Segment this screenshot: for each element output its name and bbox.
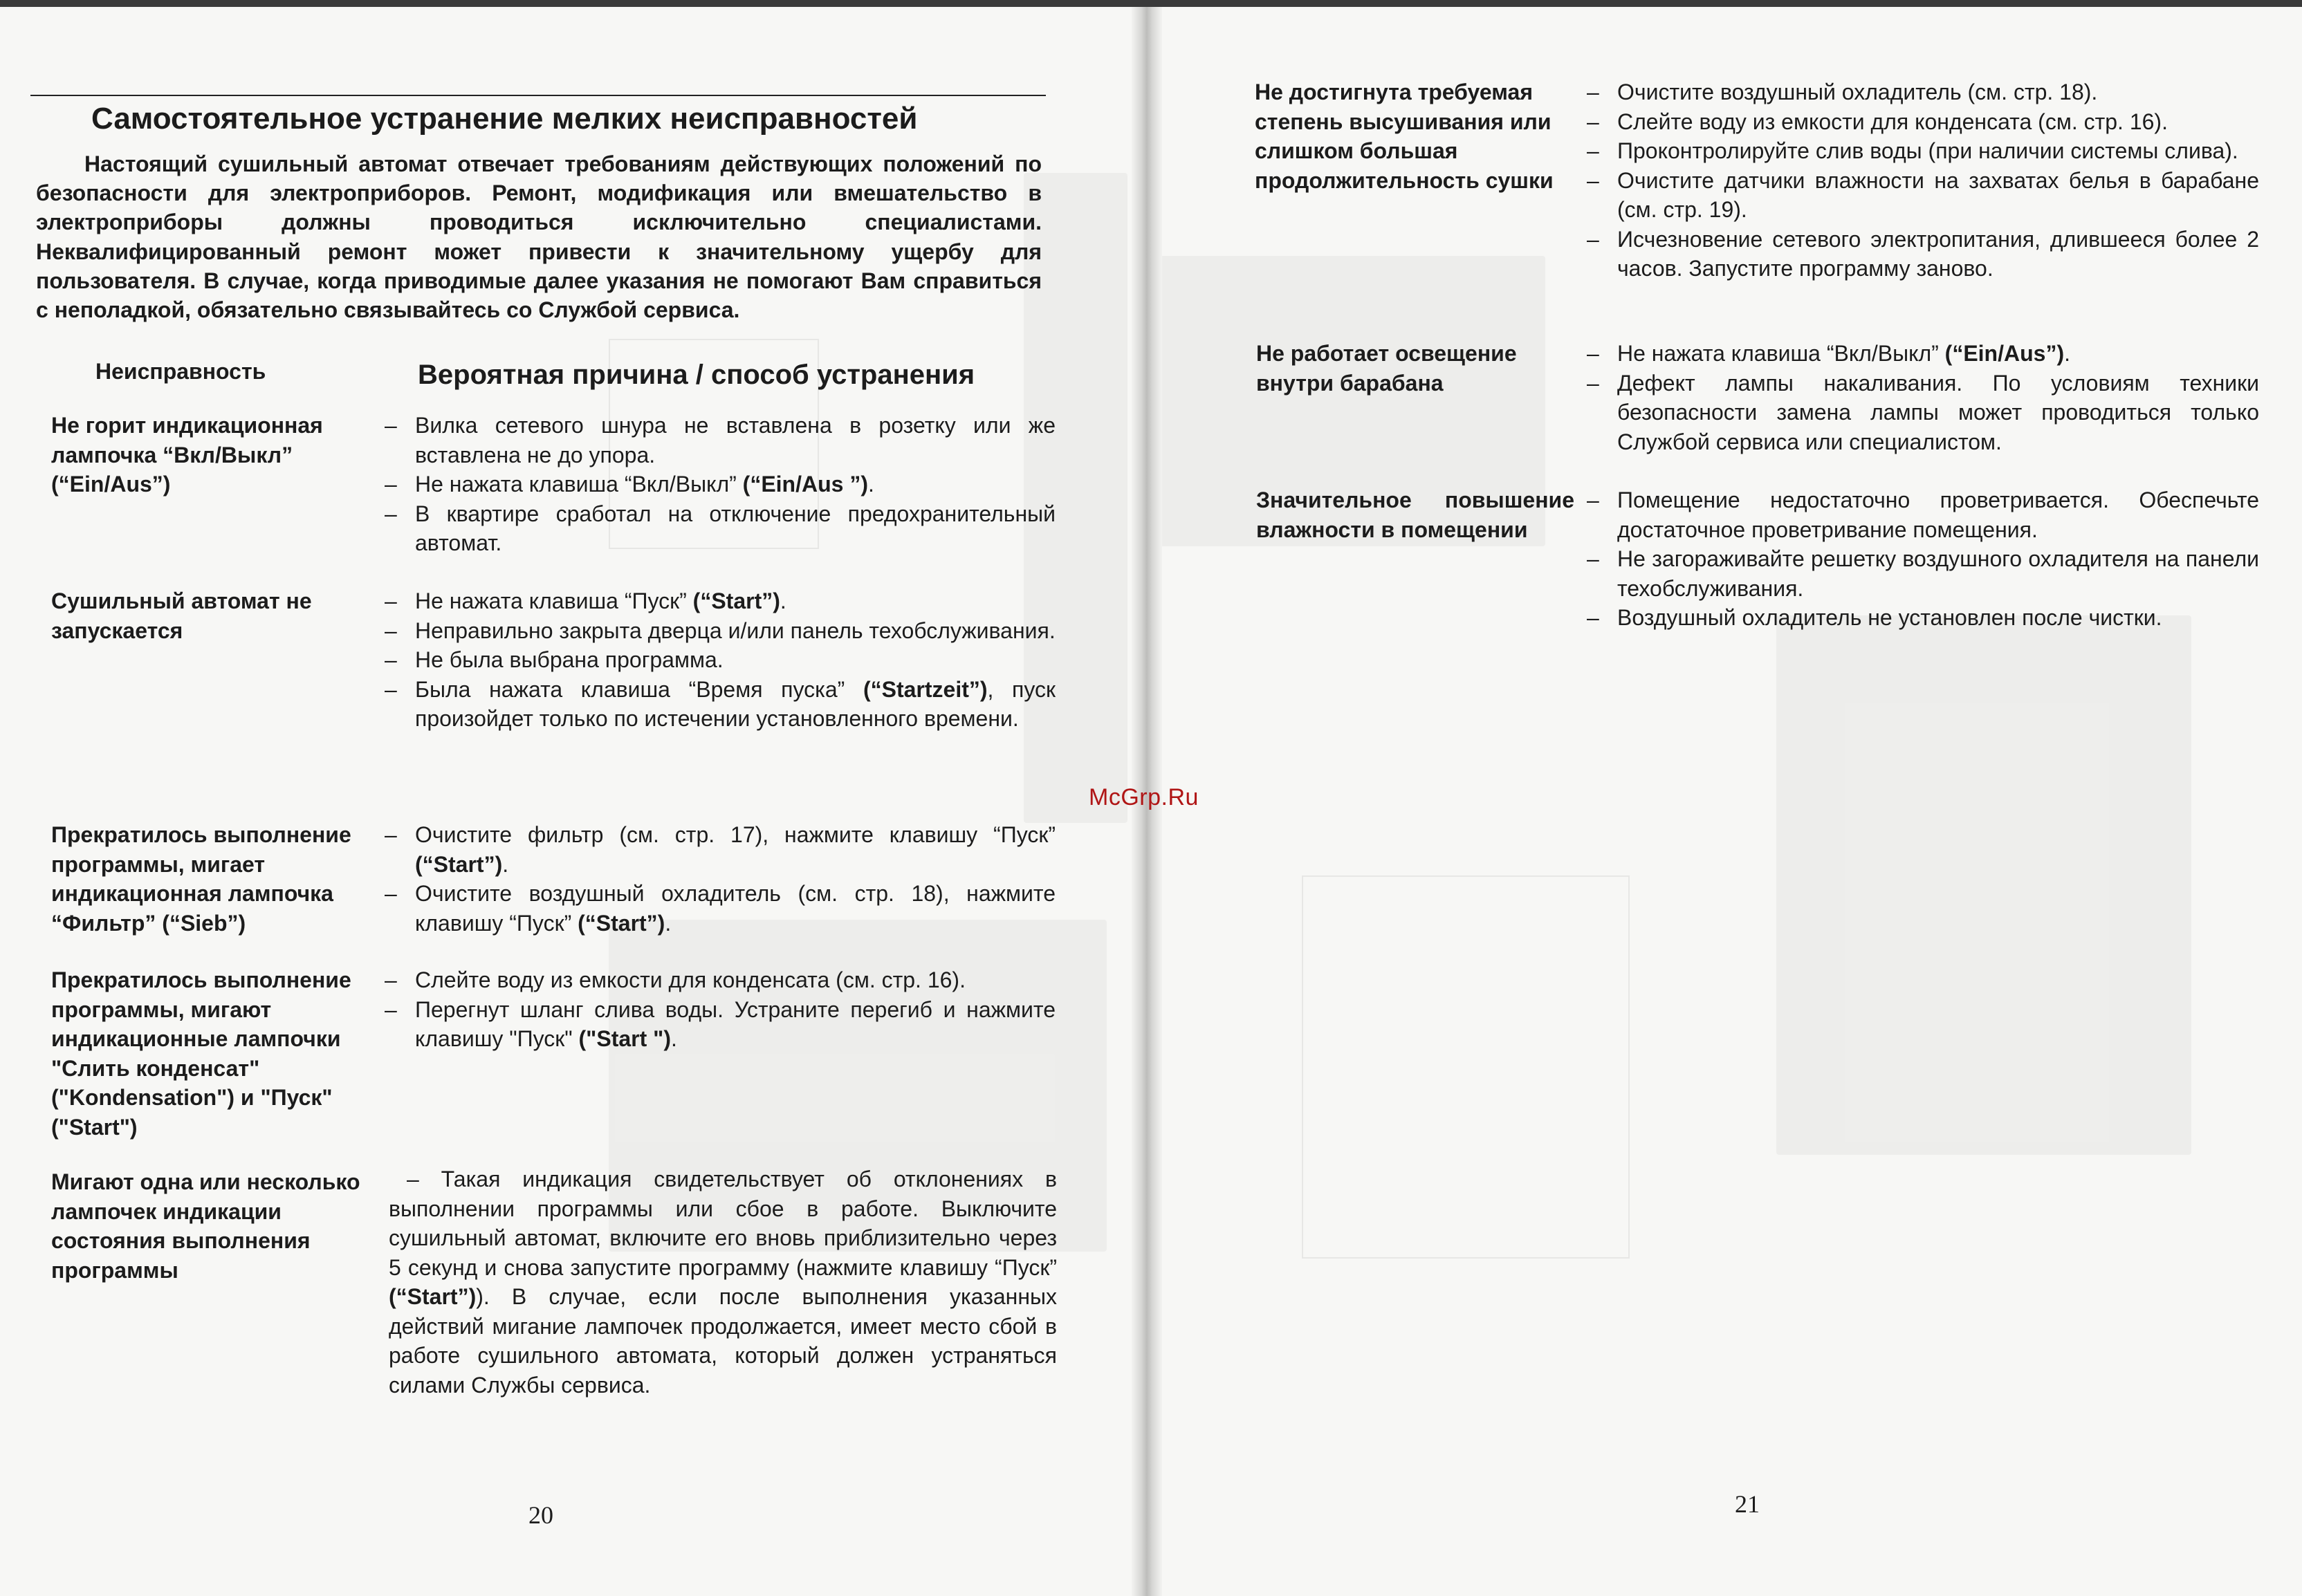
watermark: McGrp.Ru <box>1089 784 1199 810</box>
cause-item: – Не нажата клавиша “Вкл/Выкл” (“Ein/Aus”). <box>1587 339 2259 369</box>
cause-item: – Вилка сетевого шнура не вставлена в розетку или же вставлена не до упора. <box>385 411 1056 470</box>
cause-item: – Перегнут шланг слива воды. Устраните перегиб и нажмите клавишу "Пуск" ("Start "). <box>385 995 1056 1054</box>
fault-title: Прекратилось выполнение программы, мигают индикационные лампочки "Слить конденсат" ("Kondensation") и "Пуск" ("Start") <box>51 967 351 1140</box>
cause-item: – Не нажата клавиша “Вкл/Выкл” (“Ein/Aus ”). <box>385 470 1056 499</box>
bleed-through-figure <box>1302 875 1630 1259</box>
cause-item: – Не загораживайте решетку воздушного охладителя на панели техобслуживания. <box>1587 544 2259 603</box>
fault-title: Не горит индикационная лампочка “Вкл/Выкл” (“Ein/Aus”) <box>51 413 323 497</box>
cause-list <box>385 586 1056 734</box>
fault-title: Мигают одна или несколько лампочек индикации состояния выполнения программы <box>51 1169 360 1283</box>
cause-item: – Дефект лампы накаливания. По условиям техники безопасности замена лампы может проводиться только Службой сервиса или специалистом. <box>1587 369 2259 457</box>
cause-item: – Помещение недостаточно проветривается. Обеспечьте достаточное проветривание помещения. <box>1587 485 2259 544</box>
intro-paragraph: Настоящий сушильный автомат отвечает требованиям действующих положений по безопасности для электроприборов. Ремонт, модификация или вмешательство в электроприборы должны проводиться исключительно специалистами. Неквалифицированный ремонт может привести к значительному ущербу для пользователя. В случае, когда приводимые далее указания не помогают Вам справиться с неполадкой, обязательно связывайтесь со Службой сервиса. <box>36 151 1042 323</box>
fault-title: Значительное повышение влажности в помещении <box>1256 488 1574 542</box>
cause-list <box>1587 339 2259 456</box>
cause-item: – Слейте воду из емкости для конденсата (см. стр. 16). <box>1587 107 2259 137</box>
cause-list <box>385 820 1056 938</box>
cause-item: – Воздушный охладитель не установлен после чистки. <box>1587 603 2259 633</box>
cause-item: – Очистите датчики влажности на захватах белья в барабане (см. стр. 19). <box>1587 166 2259 225</box>
cause-item: – Очистите воздушный охладитель (см. стр. 18), нажмите клавишу “Пуск” (“Start”). <box>385 879 1056 938</box>
cause-list <box>385 411 1056 558</box>
scan-top-edge <box>0 0 2302 7</box>
page-number-right: 21 <box>1735 1490 1760 1518</box>
cause-item: – Исчезновение сетевого электропитания, длившееся более 2 часов. Запустите программу заново. <box>1587 225 2259 284</box>
title-rule <box>30 95 1046 96</box>
cause-item: – Слейте воду из емкости для конденсата (см. стр. 16). <box>385 965 1056 995</box>
cause-list <box>385 965 1056 1054</box>
cause-list <box>1587 485 2259 633</box>
fault-title: Сушильный автомат не запускается <box>51 588 312 643</box>
cause-item: – Очистите фильтр (см. стр. 17), нажмите клавишу “Пуск” (“Start”). <box>385 820 1056 879</box>
cause-item: – Проконтролируйте слив воды (при наличии системы слива). <box>1587 136 2259 166</box>
cause-item: – В квартире сработал на отключение предохранительный автомат. <box>385 499 1056 558</box>
fault-title: Не достигнута требуемая степень высушивания или слишком большая продолжительность сушки <box>1255 80 1554 193</box>
fault-title: Прекратилось выполнение программы, мигает индикационная лампочка “Фильтр” (“Sieb”) <box>51 822 351 936</box>
page-title: Самостоятельное устранение мелких неисправностей <box>91 102 918 136</box>
cause-item: – Была нажата клавиша “Время пуска” (“Startzeit”), пуск произойдет только по истечении установленного времени. <box>385 675 1056 734</box>
cause-list <box>1587 77 2259 284</box>
fault-title: Не работает освещение внутри барабана <box>1256 341 1517 396</box>
column-header-cause: Вероятная причина / способ устранения <box>418 360 975 390</box>
page-number-left: 20 <box>528 1501 553 1529</box>
cause-item: – Не была выбрана программа. <box>385 645 1056 675</box>
cause-item: – Не нажата клавиша “Пуск” (“Start”). <box>385 586 1056 616</box>
cause-item: – Неправильно закрыта дверца и/или панель техобслуживания. <box>385 616 1056 646</box>
bleed-through-text <box>1776 615 2191 1155</box>
cause-item: – Очистите воздушный охладитель (см. стр. 18). <box>1587 77 2259 107</box>
cause-paragraph: – Такая индикация свидетельствует об отклонениях в выполнении программы или сбое в работе. Выключите сушильный автомат, включите его вновь приблизительно через 5 секунд и снова запустите программу (нажмите клавишу “Пуск” (“Start”)). В случае, если после выполнения указанных действий мигание лампочек продолжается, имеет место сбой в работе сушильного автомата, который должен устраняться силами Службы сервиса. <box>389 1167 1057 1398</box>
column-header-fault: Неисправность <box>95 359 266 384</box>
